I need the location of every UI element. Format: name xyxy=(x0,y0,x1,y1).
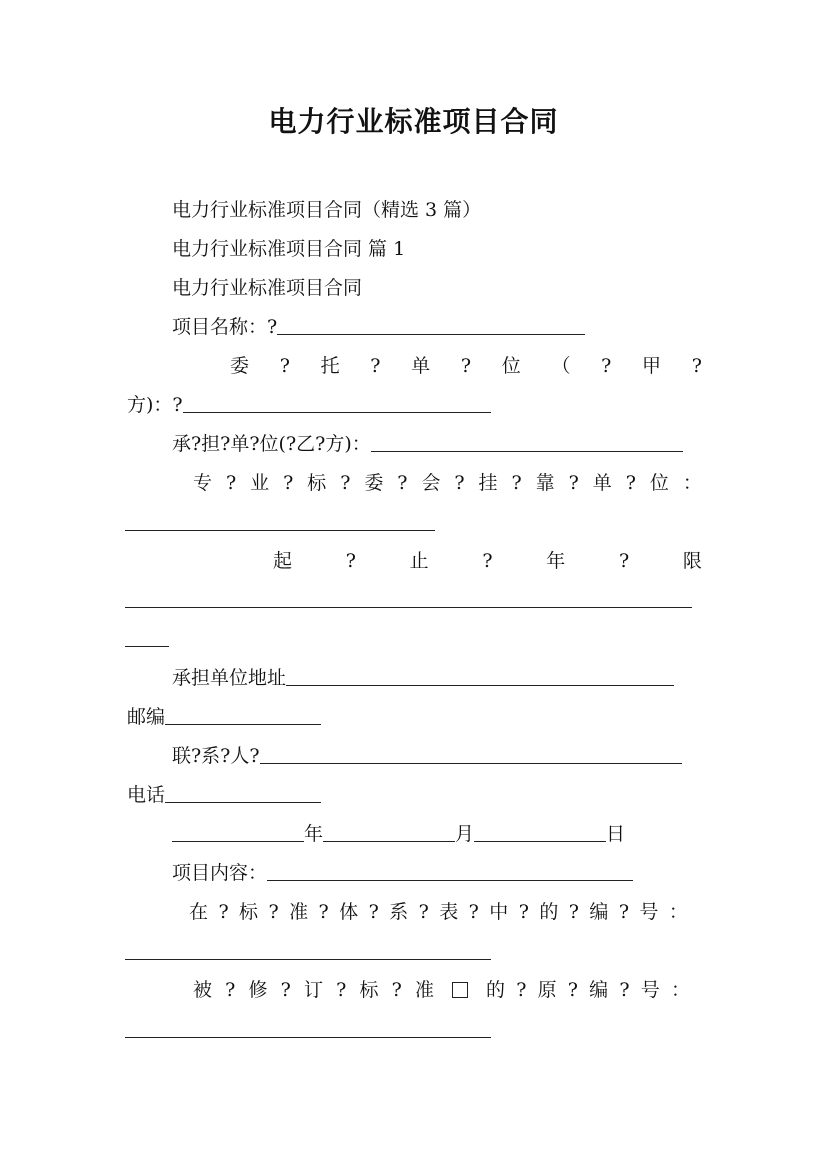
entrust-unit-char: 单 xyxy=(411,355,431,377)
year-field[interactable] xyxy=(172,823,304,842)
revised-number-char: 准 xyxy=(414,979,434,1001)
system-number-char: 号 xyxy=(639,901,659,923)
month-label: 月 xyxy=(455,823,475,845)
postcode-row xyxy=(127,705,321,729)
committee-char: ? xyxy=(454,472,465,494)
phone-row xyxy=(127,783,321,807)
committee-char: ? xyxy=(397,472,408,494)
address-field[interactable] xyxy=(286,667,674,686)
revised-number-char: 标 xyxy=(359,979,379,1001)
part-heading: 电力行业标准项目合同 篇 1 xyxy=(172,238,406,260)
period-char: 限 xyxy=(682,550,702,572)
entrust-unit-char: ? xyxy=(460,355,472,377)
revised-number-row xyxy=(193,978,690,1002)
system-number-char: 准 xyxy=(289,901,309,923)
system-number-char: ? xyxy=(618,901,629,923)
day-field[interactable] xyxy=(474,823,606,842)
contact-field[interactable] xyxy=(260,745,682,764)
system-number-char: 表 xyxy=(439,901,459,923)
address-row xyxy=(172,666,674,690)
revised-number-label-b xyxy=(486,978,690,1002)
entrust-unit-char: ? xyxy=(691,355,702,377)
revised-number-char: ? xyxy=(391,979,402,1001)
committee-char: 位 xyxy=(649,472,669,494)
revised-number-field[interactable] xyxy=(125,1036,491,1038)
revised-number-char: 编 xyxy=(589,979,609,1001)
document-subtitle: 电力行业标准项目合同（精选 3 篇） xyxy=(172,199,482,221)
committee-char: ? xyxy=(225,472,237,494)
system-number-char: ? xyxy=(368,901,379,923)
committee-char: ? xyxy=(283,472,294,494)
undertake-unit-field[interactable] xyxy=(371,433,683,452)
committee-char: ? xyxy=(511,472,522,494)
revised-number-char: 被 xyxy=(193,979,213,1001)
system-number-char: ? xyxy=(468,901,479,923)
entrust-unit-char: ? xyxy=(279,355,290,377)
revised-number-label-a xyxy=(193,978,434,1002)
committee-char: ： xyxy=(682,472,702,494)
entrust-unit-char: 托 xyxy=(320,355,340,377)
entrust-unit-char: 位 xyxy=(501,355,521,377)
committee-char: 会 xyxy=(421,472,441,494)
system-number-char: ? xyxy=(318,901,329,923)
contact-row xyxy=(172,744,682,768)
period-row xyxy=(273,549,702,573)
project-name-row xyxy=(172,315,585,339)
undertake-unit-label: 承?担?单?位(?乙?方)： xyxy=(172,433,371,455)
system-number-char: 的 xyxy=(539,901,559,923)
period-char: 止 xyxy=(409,550,429,572)
revised-number-char: 的 xyxy=(486,979,506,1001)
committee-char: ? xyxy=(340,472,351,494)
content-field[interactable] xyxy=(267,862,633,881)
committee-field[interactable] xyxy=(125,529,435,531)
system-number-char: ： xyxy=(668,901,688,923)
system-number-char: ? xyxy=(218,901,229,923)
system-number-char: 体 xyxy=(339,901,359,923)
entrust-unit-char: 甲 xyxy=(642,355,662,377)
content-label: 项目内容： xyxy=(172,862,268,884)
revised-number-char: ? xyxy=(336,979,347,1001)
revised-checkbox[interactable] xyxy=(452,982,468,998)
entrust-unit-field[interactable] xyxy=(183,394,491,413)
project-name-field[interactable] xyxy=(277,316,585,335)
revised-number-char: ? xyxy=(225,979,236,1001)
year-label: 年 xyxy=(304,823,324,845)
committee-char: 靠 xyxy=(535,472,555,494)
phone-field[interactable] xyxy=(165,784,321,803)
committee-row xyxy=(193,471,702,495)
postcode-field[interactable] xyxy=(165,706,321,725)
entrust-unit-char: ? xyxy=(370,355,381,377)
period-char: ? xyxy=(482,550,493,572)
entrust-unit-row xyxy=(230,354,702,378)
entrust-unit-char: ? xyxy=(601,355,612,377)
revised-number-char: 修 xyxy=(248,979,268,1001)
date-row xyxy=(172,822,625,846)
revised-number-char: 订 xyxy=(303,979,323,1001)
system-number-char: 编 xyxy=(589,901,609,923)
content-row xyxy=(172,861,633,885)
committee-char: 挂 xyxy=(478,472,498,494)
system-number-char: 中 xyxy=(489,901,509,923)
committee-char: 业 xyxy=(250,472,270,494)
system-number-char: ? xyxy=(568,901,579,923)
project-name-label: 项目名称：? xyxy=(172,316,278,338)
entrust-unit-tail: 方)：? xyxy=(127,394,183,416)
document-title: 电力行业标准项目合同 xyxy=(268,105,559,138)
revised-number-char: 原 xyxy=(537,979,557,1001)
committee-char: 单 xyxy=(592,472,612,494)
system-number-char: 系 xyxy=(389,901,409,923)
postcode-label: 邮编 xyxy=(127,706,166,728)
system-number-char: ? xyxy=(518,901,529,923)
contact-label: 联?系?人? xyxy=(172,745,260,767)
period-field-continued[interactable] xyxy=(125,645,169,647)
revised-number-char: ? xyxy=(516,979,527,1001)
committee-char: 标 xyxy=(307,472,327,494)
revised-number-char: 号 xyxy=(640,979,660,1001)
day-label: 日 xyxy=(606,823,626,845)
contract-name: 电力行业标准项目合同 xyxy=(172,277,363,299)
entrust-unit-char: （ xyxy=(551,355,571,377)
system-number-field[interactable] xyxy=(125,958,491,960)
committee-char: ? xyxy=(625,472,636,494)
committee-char: 专 xyxy=(193,472,213,494)
entrust-unit-char: 委 xyxy=(230,355,250,377)
month-field[interactable] xyxy=(323,823,455,842)
period-char: ? xyxy=(345,550,356,572)
period-char: 年 xyxy=(546,550,566,572)
revised-number-char: ： xyxy=(670,979,690,1001)
address-label: 承担单位地址 xyxy=(172,667,287,689)
period-char: ? xyxy=(619,550,630,572)
committee-char: 委 xyxy=(364,472,384,494)
phone-label: 电话 xyxy=(127,784,166,806)
committee-char: ? xyxy=(568,472,579,494)
revised-number-char: ? xyxy=(619,979,630,1001)
system-number-char: 在 xyxy=(189,901,209,923)
revised-number-char: ? xyxy=(280,979,291,1001)
system-number-char: 标 xyxy=(239,901,259,923)
entrust-unit-tail-row xyxy=(127,393,491,417)
system-number-row xyxy=(189,900,688,924)
system-number-char: ? xyxy=(268,901,279,923)
period-char: 起 xyxy=(273,550,293,572)
revised-number-char: ? xyxy=(567,979,578,1001)
period-field[interactable] xyxy=(125,606,692,608)
system-number-char: ? xyxy=(418,901,429,923)
undertake-unit-row xyxy=(172,432,683,456)
